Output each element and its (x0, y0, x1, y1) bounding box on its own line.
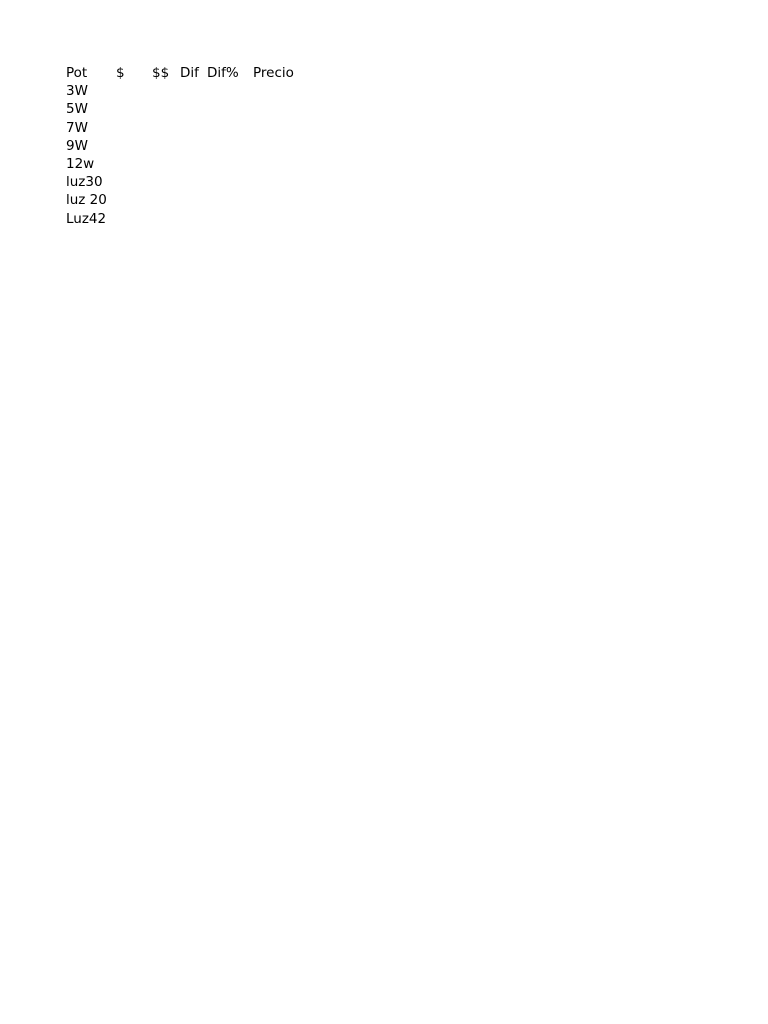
cell-pot: Luz42 (66, 210, 107, 227)
cell-pot: 5W (66, 101, 88, 118)
header-dif-pct: Dif% (207, 65, 239, 81)
header-pot: Pot (66, 65, 88, 81)
header-dollar: $ (116, 65, 125, 81)
header-dollar2: $$ (152, 65, 170, 81)
header-dif: Dif (180, 65, 199, 81)
cell-pot: 7W (66, 119, 88, 136)
cell-pot: 3W (66, 83, 88, 100)
cell-pot: luz30 (66, 174, 103, 191)
cell-pot: 12w (66, 155, 95, 172)
cell-pot: luz 20 (66, 192, 107, 209)
cell-pot: 9W (66, 137, 88, 154)
header-precio: Precio (253, 65, 294, 81)
